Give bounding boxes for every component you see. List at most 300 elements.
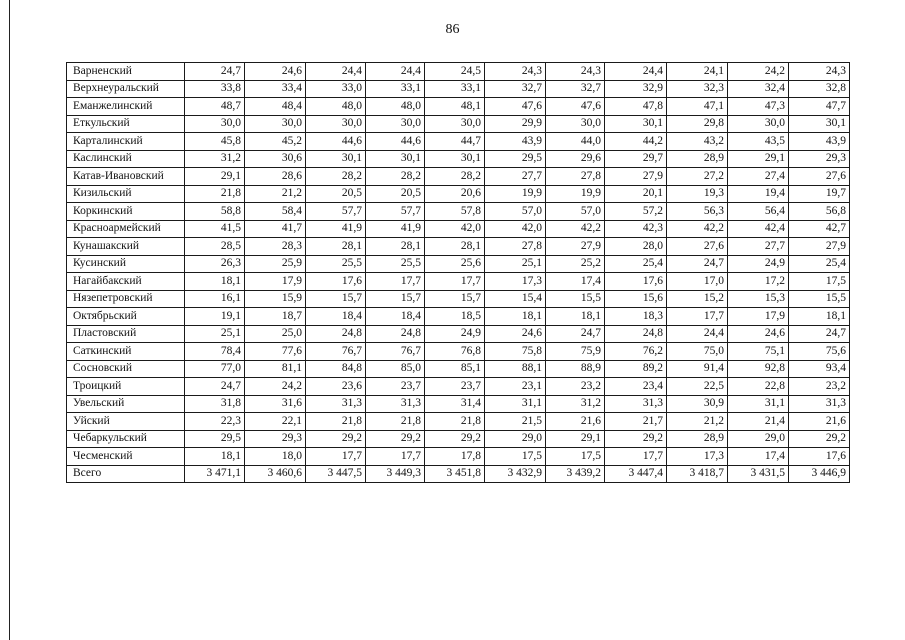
value-cell: 81,1 bbox=[245, 360, 306, 378]
value-cell: 57,0 bbox=[546, 203, 605, 221]
value-cell: 29,1 bbox=[728, 150, 789, 168]
value-cell: 27,9 bbox=[789, 238, 850, 256]
value-cell: 18,1 bbox=[185, 448, 245, 466]
table-row bbox=[67, 238, 850, 256]
value-cell: 25,9 bbox=[245, 255, 306, 273]
value-cell: 21,8 bbox=[185, 185, 245, 203]
value-cell: 42,0 bbox=[425, 220, 485, 238]
value-cell: 24,6 bbox=[485, 325, 546, 343]
table-row bbox=[67, 308, 850, 326]
value-cell: 29,2 bbox=[366, 430, 425, 448]
value-cell: 3 439,2 bbox=[546, 465, 605, 483]
value-cell: 15,6 bbox=[605, 290, 667, 308]
value-cell: 18,3 bbox=[605, 308, 667, 326]
value-cell: 31,6 bbox=[245, 395, 306, 413]
table-body bbox=[67, 63, 850, 483]
value-cell: 25,6 bbox=[425, 255, 485, 273]
value-cell: 3 449,3 bbox=[366, 465, 425, 483]
value-cell: 27,8 bbox=[485, 238, 546, 256]
value-cell: 32,7 bbox=[485, 80, 546, 98]
value-cell: 27,8 bbox=[546, 168, 605, 186]
value-cell: 3 418,7 bbox=[667, 465, 728, 483]
value-cell: 17,7 bbox=[667, 308, 728, 326]
value-cell: 41,5 bbox=[185, 220, 245, 238]
value-cell: 24,3 bbox=[546, 63, 605, 81]
table-row bbox=[67, 98, 850, 116]
value-cell: 32,9 bbox=[605, 80, 667, 98]
table-row bbox=[67, 133, 850, 151]
table-row bbox=[67, 290, 850, 308]
value-cell: 24,4 bbox=[605, 63, 667, 81]
value-cell: 3 446,9 bbox=[789, 465, 850, 483]
value-cell: 29,2 bbox=[425, 430, 485, 448]
value-cell: 18,1 bbox=[485, 308, 546, 326]
value-cell: 17,4 bbox=[546, 273, 605, 291]
value-cell: 27,6 bbox=[667, 238, 728, 256]
value-cell: 27,4 bbox=[728, 168, 789, 186]
table-row bbox=[67, 413, 850, 431]
value-cell: 45,2 bbox=[245, 133, 306, 151]
value-cell: 25,4 bbox=[605, 255, 667, 273]
value-cell: 57,8 bbox=[425, 203, 485, 221]
value-cell: 75,9 bbox=[546, 343, 605, 361]
value-cell: 47,3 bbox=[728, 98, 789, 116]
value-cell: 47,8 bbox=[605, 98, 667, 116]
table-row bbox=[67, 255, 850, 273]
district-name-cell: Катав-Ивановский bbox=[67, 168, 185, 186]
value-cell: 29,6 bbox=[546, 150, 605, 168]
value-cell: 24,3 bbox=[789, 63, 850, 81]
value-cell: 15,2 bbox=[667, 290, 728, 308]
value-cell: 27,7 bbox=[728, 238, 789, 256]
district-name-cell: Каслинский bbox=[67, 150, 185, 168]
value-cell: 91,4 bbox=[667, 360, 728, 378]
value-cell: 3 432,9 bbox=[485, 465, 546, 483]
district-name-cell: Верхнеуральский bbox=[67, 80, 185, 98]
value-cell: 43,5 bbox=[728, 133, 789, 151]
value-cell: 33,8 bbox=[185, 80, 245, 98]
value-cell: 43,2 bbox=[667, 133, 728, 151]
table-row bbox=[67, 63, 850, 81]
value-cell: 29,7 bbox=[605, 150, 667, 168]
value-cell: 31,3 bbox=[605, 395, 667, 413]
value-cell: 15,7 bbox=[366, 290, 425, 308]
value-cell: 24,7 bbox=[185, 378, 245, 396]
value-cell: 24,9 bbox=[728, 255, 789, 273]
value-cell: 27,2 bbox=[667, 168, 728, 186]
value-cell: 24,8 bbox=[306, 325, 366, 343]
value-cell: 17,9 bbox=[245, 273, 306, 291]
value-cell: 58,8 bbox=[185, 203, 245, 221]
value-cell: 26,3 bbox=[185, 255, 245, 273]
value-cell: 3 447,4 bbox=[605, 465, 667, 483]
value-cell: 18,4 bbox=[306, 308, 366, 326]
value-cell: 47,6 bbox=[546, 98, 605, 116]
value-cell: 23,2 bbox=[789, 378, 850, 396]
value-cell: 85,1 bbox=[425, 360, 485, 378]
value-cell: 56,4 bbox=[728, 203, 789, 221]
value-cell: 28,2 bbox=[306, 168, 366, 186]
value-cell: 31,3 bbox=[306, 395, 366, 413]
value-cell: 28,9 bbox=[667, 430, 728, 448]
value-cell: 29,3 bbox=[245, 430, 306, 448]
value-cell: 19,9 bbox=[485, 185, 546, 203]
value-cell: 19,9 bbox=[546, 185, 605, 203]
value-cell: 28,0 bbox=[605, 238, 667, 256]
value-cell: 33,0 bbox=[306, 80, 366, 98]
value-cell: 48,1 bbox=[425, 98, 485, 116]
value-cell: 23,7 bbox=[366, 378, 425, 396]
table-row bbox=[67, 465, 850, 483]
value-cell: 24,7 bbox=[185, 63, 245, 81]
table-row bbox=[67, 343, 850, 361]
value-cell: 76,2 bbox=[605, 343, 667, 361]
value-cell: 78,4 bbox=[185, 343, 245, 361]
value-cell: 18,7 bbox=[245, 308, 306, 326]
value-cell: 77,0 bbox=[185, 360, 245, 378]
value-cell: 28,3 bbox=[245, 238, 306, 256]
value-cell: 18,4 bbox=[366, 308, 425, 326]
value-cell: 17,2 bbox=[728, 273, 789, 291]
value-cell: 29,1 bbox=[185, 168, 245, 186]
value-cell: 25,0 bbox=[245, 325, 306, 343]
value-cell: 24,8 bbox=[366, 325, 425, 343]
value-cell: 25,5 bbox=[306, 255, 366, 273]
value-cell: 33,4 bbox=[245, 80, 306, 98]
value-cell: 41,9 bbox=[306, 220, 366, 238]
value-cell: 24,3 bbox=[485, 63, 546, 81]
value-cell: 32,4 bbox=[728, 80, 789, 98]
value-cell: 48,0 bbox=[306, 98, 366, 116]
value-cell: 3 447,5 bbox=[306, 465, 366, 483]
value-cell: 76,7 bbox=[306, 343, 366, 361]
value-cell: 42,2 bbox=[546, 220, 605, 238]
value-cell: 30,1 bbox=[306, 150, 366, 168]
value-cell: 15,9 bbox=[245, 290, 306, 308]
value-cell: 31,1 bbox=[485, 395, 546, 413]
table-row bbox=[67, 150, 850, 168]
value-cell: 20,5 bbox=[306, 185, 366, 203]
value-cell: 77,6 bbox=[245, 343, 306, 361]
value-cell: 56,3 bbox=[667, 203, 728, 221]
district-name-cell: Нагайбакский bbox=[67, 273, 185, 291]
value-cell: 28,1 bbox=[366, 238, 425, 256]
value-cell: 21,2 bbox=[245, 185, 306, 203]
page-number: 86 bbox=[445, 22, 460, 37]
value-cell: 15,3 bbox=[728, 290, 789, 308]
value-cell: 18,1 bbox=[546, 308, 605, 326]
value-cell: 24,6 bbox=[245, 63, 306, 81]
value-cell: 56,8 bbox=[789, 203, 850, 221]
value-cell: 29,2 bbox=[306, 430, 366, 448]
table-row bbox=[67, 395, 850, 413]
value-cell: 47,6 bbox=[485, 98, 546, 116]
district-name-cell: Троицкий bbox=[67, 378, 185, 396]
value-cell: 22,1 bbox=[245, 413, 306, 431]
value-cell: 18,0 bbox=[245, 448, 306, 466]
value-cell: 17,3 bbox=[485, 273, 546, 291]
value-cell: 31,3 bbox=[789, 395, 850, 413]
value-cell: 48,4 bbox=[245, 98, 306, 116]
value-cell: 21,8 bbox=[366, 413, 425, 431]
value-cell: 48,7 bbox=[185, 98, 245, 116]
value-cell: 28,6 bbox=[245, 168, 306, 186]
value-cell: 21,4 bbox=[728, 413, 789, 431]
value-cell: 30,0 bbox=[366, 115, 425, 133]
value-cell: 22,5 bbox=[667, 378, 728, 396]
value-cell: 21,8 bbox=[425, 413, 485, 431]
value-cell: 21,6 bbox=[789, 413, 850, 431]
value-cell: 29,0 bbox=[728, 430, 789, 448]
value-cell: 57,0 bbox=[485, 203, 546, 221]
value-cell: 17,9 bbox=[728, 308, 789, 326]
value-cell: 30,1 bbox=[425, 150, 485, 168]
value-cell: 17,4 bbox=[728, 448, 789, 466]
value-cell: 18,5 bbox=[425, 308, 485, 326]
table-row bbox=[67, 168, 850, 186]
value-cell: 76,8 bbox=[425, 343, 485, 361]
value-cell: 30,9 bbox=[667, 395, 728, 413]
value-cell: 29,9 bbox=[485, 115, 546, 133]
value-cell: 47,7 bbox=[789, 98, 850, 116]
district-name-cell: Кусинский bbox=[67, 255, 185, 273]
value-cell: 45,8 bbox=[185, 133, 245, 151]
value-cell: 30,0 bbox=[185, 115, 245, 133]
value-cell: 29,2 bbox=[789, 430, 850, 448]
value-cell: 21,8 bbox=[306, 413, 366, 431]
value-cell: 17,3 bbox=[667, 448, 728, 466]
value-cell: 17,6 bbox=[306, 273, 366, 291]
value-cell: 23,6 bbox=[306, 378, 366, 396]
value-cell: 21,7 bbox=[605, 413, 667, 431]
value-cell: 22,8 bbox=[728, 378, 789, 396]
value-cell: 3 460,6 bbox=[245, 465, 306, 483]
value-cell: 25,2 bbox=[546, 255, 605, 273]
table-row bbox=[67, 80, 850, 98]
table-row bbox=[67, 115, 850, 133]
value-cell: 24,6 bbox=[728, 325, 789, 343]
value-cell: 23,2 bbox=[546, 378, 605, 396]
value-cell: 15,5 bbox=[546, 290, 605, 308]
value-cell: 28,1 bbox=[306, 238, 366, 256]
value-cell: 58,4 bbox=[245, 203, 306, 221]
value-cell: 3 471,1 bbox=[185, 465, 245, 483]
value-cell: 89,2 bbox=[605, 360, 667, 378]
value-cell: 3 451,8 bbox=[425, 465, 485, 483]
value-cell: 43,9 bbox=[485, 133, 546, 151]
district-name-cell: Еманжелинский bbox=[67, 98, 185, 116]
value-cell: 30,1 bbox=[789, 115, 850, 133]
value-cell: 42,0 bbox=[485, 220, 546, 238]
value-cell: 20,5 bbox=[366, 185, 425, 203]
value-cell: 29,8 bbox=[667, 115, 728, 133]
value-cell: 17,7 bbox=[605, 448, 667, 466]
district-name-cell: Варненский bbox=[67, 63, 185, 81]
value-cell: 57,2 bbox=[605, 203, 667, 221]
value-cell: 24,4 bbox=[667, 325, 728, 343]
value-cell: 21,6 bbox=[546, 413, 605, 431]
district-name-cell: Кизильский bbox=[67, 185, 185, 203]
value-cell: 76,7 bbox=[366, 343, 425, 361]
district-name-cell: Нязепетровский bbox=[67, 290, 185, 308]
district-name-cell: Увельский bbox=[67, 395, 185, 413]
value-cell: 24,5 bbox=[425, 63, 485, 81]
value-cell: 41,7 bbox=[245, 220, 306, 238]
value-cell: 75,0 bbox=[667, 343, 728, 361]
value-cell: 17,7 bbox=[366, 448, 425, 466]
value-cell: 25,1 bbox=[185, 325, 245, 343]
value-cell: 24,1 bbox=[667, 63, 728, 81]
table-row bbox=[67, 273, 850, 291]
value-cell: 29,2 bbox=[605, 430, 667, 448]
value-cell: 29,5 bbox=[485, 150, 546, 168]
value-cell: 92,8 bbox=[728, 360, 789, 378]
table-row bbox=[67, 430, 850, 448]
value-cell: 31,3 bbox=[366, 395, 425, 413]
value-cell: 75,8 bbox=[485, 343, 546, 361]
value-cell: 30,0 bbox=[425, 115, 485, 133]
value-cell: 25,1 bbox=[485, 255, 546, 273]
district-name-cell: Саткинский bbox=[67, 343, 185, 361]
value-cell: 20,1 bbox=[605, 185, 667, 203]
value-cell: 18,1 bbox=[789, 308, 850, 326]
value-cell: 23,1 bbox=[485, 378, 546, 396]
value-cell: 27,9 bbox=[605, 168, 667, 186]
value-cell: 24,7 bbox=[789, 325, 850, 343]
table-row bbox=[67, 360, 850, 378]
value-cell: 31,1 bbox=[728, 395, 789, 413]
value-cell: 28,9 bbox=[667, 150, 728, 168]
population-table bbox=[66, 62, 850, 483]
value-cell: 24,2 bbox=[245, 378, 306, 396]
value-cell: 24,7 bbox=[546, 325, 605, 343]
value-cell: 30,0 bbox=[546, 115, 605, 133]
value-cell: 16,1 bbox=[185, 290, 245, 308]
page-left-border bbox=[9, 0, 10, 640]
district-name-cell: Кунашакский bbox=[67, 238, 185, 256]
value-cell: 17,7 bbox=[425, 273, 485, 291]
value-cell: 88,9 bbox=[546, 360, 605, 378]
value-cell: 17,6 bbox=[605, 273, 667, 291]
district-name-cell: Еткульский bbox=[67, 115, 185, 133]
value-cell: 29,5 bbox=[185, 430, 245, 448]
value-cell: 28,2 bbox=[425, 168, 485, 186]
value-cell: 42,3 bbox=[605, 220, 667, 238]
value-cell: 19,1 bbox=[185, 308, 245, 326]
district-name-cell: Всего bbox=[67, 465, 185, 483]
value-cell: 42,4 bbox=[728, 220, 789, 238]
value-cell: 31,8 bbox=[185, 395, 245, 413]
district-name-cell: Красноармейский bbox=[67, 220, 185, 238]
value-cell: 28,2 bbox=[366, 168, 425, 186]
value-cell: 25,4 bbox=[789, 255, 850, 273]
value-cell: 84,8 bbox=[306, 360, 366, 378]
value-cell: 20,6 bbox=[425, 185, 485, 203]
value-cell: 24,2 bbox=[728, 63, 789, 81]
value-cell: 3 431,5 bbox=[728, 465, 789, 483]
value-cell: 42,2 bbox=[667, 220, 728, 238]
value-cell: 48,0 bbox=[366, 98, 425, 116]
value-cell: 27,7 bbox=[485, 168, 546, 186]
value-cell: 17,8 bbox=[425, 448, 485, 466]
value-cell: 22,3 bbox=[185, 413, 245, 431]
value-cell: 27,6 bbox=[789, 168, 850, 186]
value-cell: 32,8 bbox=[789, 80, 850, 98]
value-cell: 24,4 bbox=[306, 63, 366, 81]
value-cell: 44,6 bbox=[306, 133, 366, 151]
value-cell: 17,7 bbox=[366, 273, 425, 291]
value-cell: 44,6 bbox=[366, 133, 425, 151]
value-cell: 31,2 bbox=[185, 150, 245, 168]
value-cell: 44,2 bbox=[605, 133, 667, 151]
table-row bbox=[67, 325, 850, 343]
value-cell: 75,1 bbox=[728, 343, 789, 361]
district-name-cell: Пластовский bbox=[67, 325, 185, 343]
table-row bbox=[67, 203, 850, 221]
value-cell: 17,6 bbox=[789, 448, 850, 466]
value-cell: 28,1 bbox=[425, 238, 485, 256]
value-cell: 28,5 bbox=[185, 238, 245, 256]
table-row bbox=[67, 185, 850, 203]
district-name-cell: Коркинский bbox=[67, 203, 185, 221]
table-row bbox=[67, 448, 850, 466]
value-cell: 25,5 bbox=[366, 255, 425, 273]
value-cell: 15,7 bbox=[425, 290, 485, 308]
value-cell: 17,7 bbox=[306, 448, 366, 466]
value-cell: 44,0 bbox=[546, 133, 605, 151]
value-cell: 17,5 bbox=[546, 448, 605, 466]
value-cell: 93,4 bbox=[789, 360, 850, 378]
value-cell: 30,0 bbox=[728, 115, 789, 133]
value-cell: 43,9 bbox=[789, 133, 850, 151]
value-cell: 30,0 bbox=[306, 115, 366, 133]
value-cell: 30,1 bbox=[605, 115, 667, 133]
value-cell: 21,2 bbox=[667, 413, 728, 431]
value-cell: 21,5 bbox=[485, 413, 546, 431]
value-cell: 30,0 bbox=[245, 115, 306, 133]
value-cell: 85,0 bbox=[366, 360, 425, 378]
value-cell: 19,7 bbox=[789, 185, 850, 203]
value-cell: 24,4 bbox=[366, 63, 425, 81]
district-name-cell: Уйский bbox=[67, 413, 185, 431]
value-cell: 31,4 bbox=[425, 395, 485, 413]
value-cell: 17,5 bbox=[485, 448, 546, 466]
value-cell: 31,2 bbox=[546, 395, 605, 413]
value-cell: 47,1 bbox=[667, 98, 728, 116]
value-cell: 15,4 bbox=[485, 290, 546, 308]
value-cell: 32,3 bbox=[667, 80, 728, 98]
value-cell: 33,1 bbox=[425, 80, 485, 98]
district-name-cell: Карталинский bbox=[67, 133, 185, 151]
district-name-cell: Чебаркульский bbox=[67, 430, 185, 448]
value-cell: 30,6 bbox=[245, 150, 306, 168]
value-cell: 44,7 bbox=[425, 133, 485, 151]
value-cell: 27,9 bbox=[546, 238, 605, 256]
district-name-cell: Октябрьский bbox=[67, 308, 185, 326]
value-cell: 42,7 bbox=[789, 220, 850, 238]
value-cell: 29,0 bbox=[485, 430, 546, 448]
value-cell: 32,7 bbox=[546, 80, 605, 98]
table-row bbox=[67, 220, 850, 238]
value-cell: 18,1 bbox=[185, 273, 245, 291]
table-row bbox=[67, 378, 850, 396]
value-cell: 24,8 bbox=[605, 325, 667, 343]
value-cell: 24,9 bbox=[425, 325, 485, 343]
value-cell: 19,4 bbox=[728, 185, 789, 203]
value-cell: 75,6 bbox=[789, 343, 850, 361]
value-cell: 88,1 bbox=[485, 360, 546, 378]
value-cell: 23,4 bbox=[605, 378, 667, 396]
